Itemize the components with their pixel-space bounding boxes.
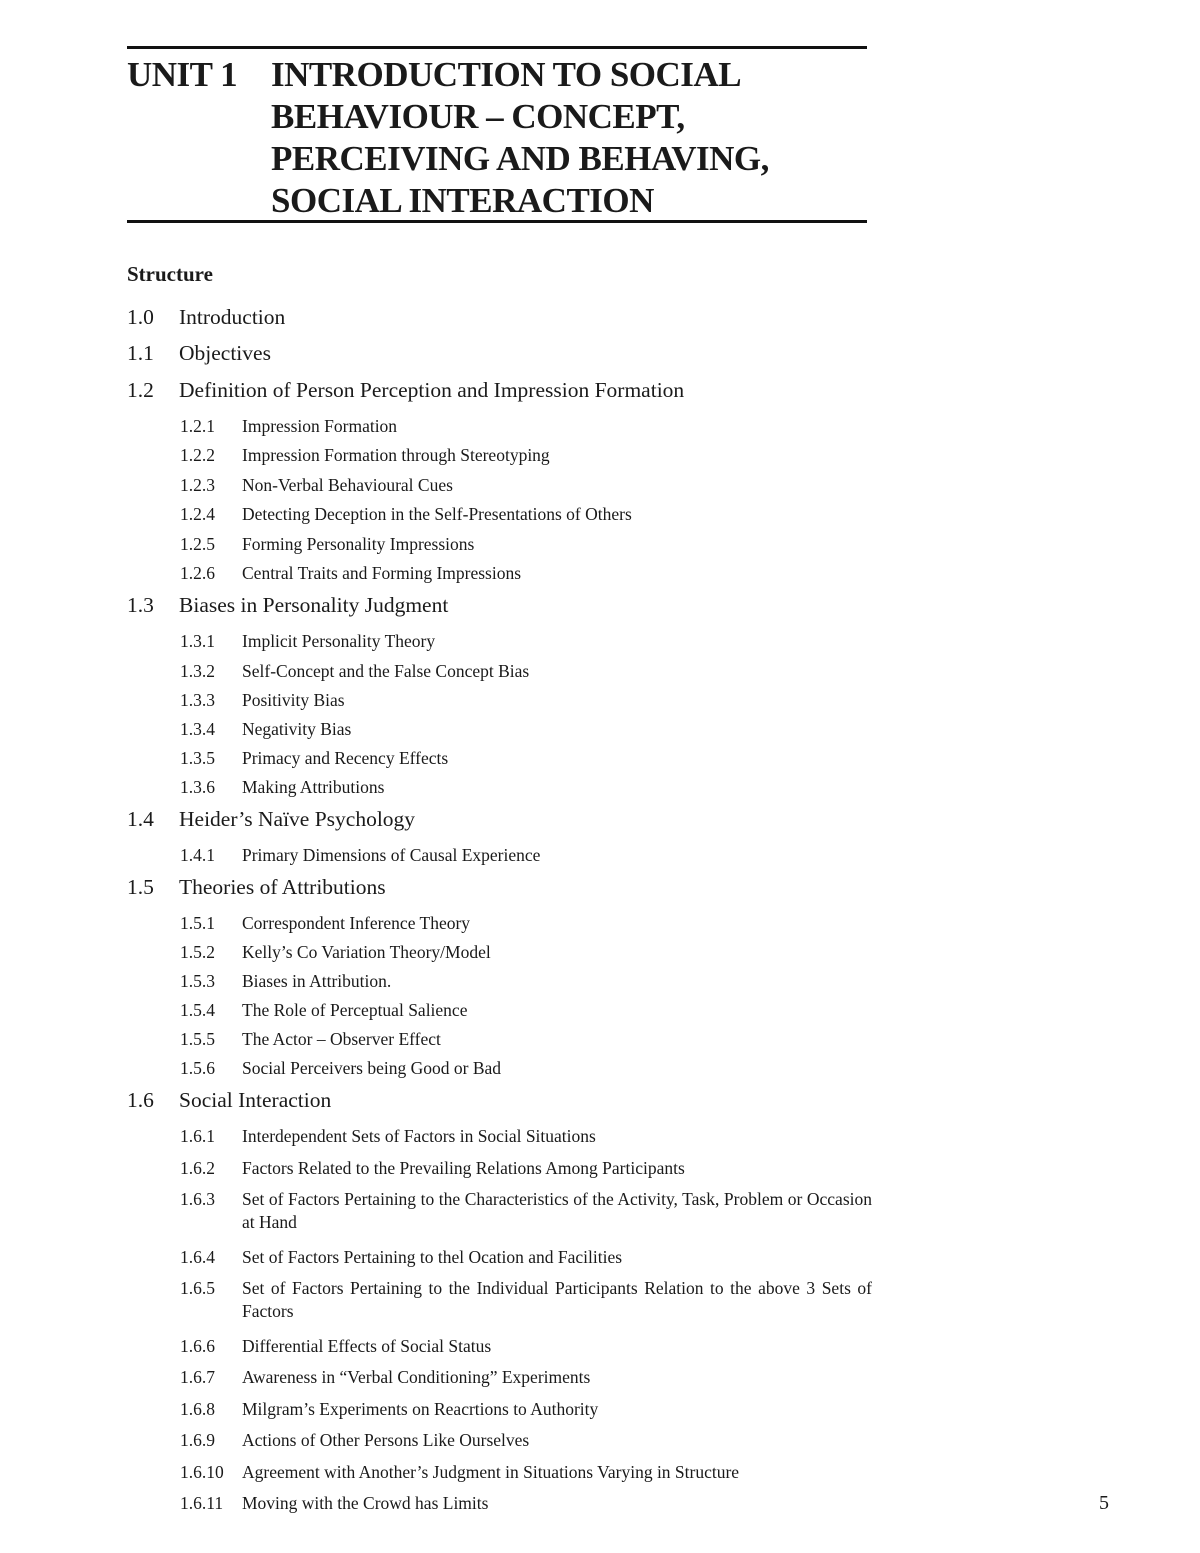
toc-subsection: [127, 1028, 872, 1057]
toc-subsection: [127, 776, 872, 805]
toc-subsection-title: The Actor – Observer Effect: [242, 1029, 441, 1050]
toc-subsection-number: 1.4.1: [180, 845, 215, 866]
toc-subsection: [127, 562, 872, 591]
toc-subsection-title: Set of Factors Pertaining to thel Ocation and Facilities: [242, 1246, 623, 1267]
toc-subsection: [127, 1335, 872, 1367]
unit-title: [271, 54, 871, 222]
toc-subsection: [127, 1398, 872, 1430]
toc-subsection: [127, 444, 872, 473]
toc-subsection: [127, 1057, 872, 1086]
toc-subsection-number: 1.6.8: [180, 1398, 215, 1419]
toc-subsection-title: Correspondent Inference Theory: [242, 913, 471, 934]
toc-subsection-title: Central Traits and Forming Impressions: [242, 562, 522, 583]
toc-subsection-title: Primacy and Recency Effects: [242, 748, 449, 769]
toc-subsection-title: Primary Dimensions of Causal Experience: [242, 845, 541, 866]
toc-subsection-title: Factors Related to the Prevailing Relations Among Participants: [242, 1157, 685, 1178]
toc-subsection-title: Social Perceivers being Good or Bad: [242, 1058, 502, 1079]
toc-section-number: 1.4: [127, 807, 154, 832]
toc-section-number: 1.0: [127, 305, 154, 329]
toc-subsection: [127, 999, 872, 1028]
toc-section: [127, 593, 872, 630]
toc-subsection-title: Impression Formation through Stereotyping: [242, 445, 550, 466]
table-of-contents: [127, 305, 872, 1526]
toc-section-title: Heider’s Naïve Psychology: [179, 807, 416, 832]
toc-subsection-number: 1.5.3: [180, 971, 215, 992]
toc-section: [127, 305, 872, 341]
toc-section: [127, 378, 872, 415]
toc-subsection: [127, 1246, 872, 1278]
toc-subsection: [127, 1157, 872, 1189]
toc-subsection-number: 1.3.2: [180, 660, 215, 681]
toc-subsection: [127, 689, 872, 718]
toc-subsection-number: 1.6.11: [180, 1493, 224, 1514]
toc-subsection-number: 1.3.6: [180, 777, 215, 798]
toc-subsection-number: 1.5.5: [180, 1029, 215, 1050]
toc-subsection: [127, 503, 872, 532]
page-number: 5: [1099, 1492, 1109, 1514]
toc-section-number: 1.5: [127, 875, 154, 900]
toc-subsection-number: 1.6.10: [180, 1461, 224, 1482]
toc-subsection-number: 1.2.4: [180, 504, 215, 525]
toc-subsection-number: 1.3.5: [180, 748, 215, 769]
toc-subsection: [127, 1366, 872, 1398]
toc-subsection-title: Positivity Bias: [242, 689, 345, 710]
toc-section: [127, 1088, 872, 1125]
toc-subsection-number: 1.2.3: [180, 474, 215, 495]
toc-subsection-number: 1.6.4: [180, 1246, 215, 1267]
toc-subsection-number: 1.5.4: [180, 1000, 215, 1021]
toc-subsection-title: Biases in Attribution.: [242, 971, 392, 992]
toc-subsection: [127, 844, 872, 873]
toc-subsection-number: 1.6.6: [180, 1335, 215, 1356]
toc-subsection-number: 1.5.6: [180, 1058, 215, 1079]
toc-subsection-title: Set of Factors Pertaining to the Individual Participants Relation to the above 3 Sets of Factors: [242, 1278, 872, 1322]
toc-subsection-title: Self-Concept and the False Concept Bias: [242, 660, 530, 681]
toc-subsection-number: 1.2.6: [180, 562, 215, 583]
toc-subsection-number: 1.5.1: [180, 913, 215, 934]
toc-section-title: Biases in Personality Judgment: [179, 593, 449, 618]
toc-subsection-number: 1.6.5: [180, 1278, 215, 1299]
unit-title-line: PERCEIVING AND BEHAVING,: [271, 139, 769, 178]
unit-label: UNIT 1: [127, 55, 238, 94]
toc-section: [127, 807, 872, 844]
toc-subsection: [127, 941, 872, 970]
toc-subsection-title: Differential Effects of Social Status: [242, 1335, 492, 1356]
toc-subsection-number: 1.3.4: [180, 718, 215, 739]
toc-subsection-number: 1.6.3: [180, 1189, 215, 1210]
toc-subsection-title: Milgram’s Experiments on Reacrtions to Authority: [242, 1398, 599, 1419]
toc-section-number: 1.3: [127, 593, 154, 618]
toc-subsection: [127, 1461, 872, 1493]
toc-subsection-title: Forming Personality Impressions: [242, 533, 475, 554]
toc-subsection-title: The Role of Perceptual Salience: [242, 1000, 468, 1021]
toc-subsection-number: 1.6.9: [180, 1430, 215, 1451]
toc-subsection-title: Negativity Bias: [242, 718, 352, 739]
title-bottom-rule: [127, 220, 867, 223]
unit-title-line: BEHAVIOUR – CONCEPT,: [271, 97, 685, 136]
toc-subsection-number: 1.5.2: [180, 942, 215, 963]
toc-subsection-title: Non-Verbal Behavioural Cues: [242, 474, 453, 495]
unit-title-line: INTRODUCTION TO SOCIAL: [271, 55, 742, 94]
toc-subsection-number: 1.3.3: [180, 689, 215, 710]
toc-section-number: 1.2: [127, 378, 154, 402]
toc-section-number: 1.6: [127, 1088, 154, 1113]
toc-section-title: Social Interaction: [179, 1088, 332, 1113]
toc-subsection-title: Detecting Deception in the Self-Presentations of Others: [242, 504, 632, 525]
toc-subsection-number: 1.6.7: [180, 1367, 215, 1388]
toc-subsection-title: Interdependent Sets of Factors in Social Situations: [242, 1126, 596, 1147]
toc-section-title: Objectives: [179, 341, 271, 365]
toc-subsection-title: Set of Factors Pertaining to the Characteristics of the Activity, Task, Problem or Occasion at Hand: [242, 1189, 872, 1233]
toc-subsection-title: Impression Formation: [242, 416, 398, 436]
toc-subsection-number: 1.2.2: [180, 445, 215, 466]
toc-subsection-title: Moving with the Crowd has Limits: [242, 1493, 489, 1514]
toc-section: [127, 875, 872, 912]
toc-subsection: [127, 718, 872, 747]
toc-subsection: [127, 970, 872, 999]
toc-subsection-title: Making Attributions: [242, 777, 385, 798]
toc-section-number: 1.1: [127, 341, 154, 365]
toc-subsection: [127, 630, 872, 659]
toc-section-title: Theories of Attributions: [179, 875, 386, 900]
toc-subsection-title: Actions of Other Persons Like Ourselves: [242, 1430, 530, 1451]
toc-section-title: Definition of Person Perception and Impression Formation: [179, 378, 685, 402]
toc-subsection: [127, 912, 872, 941]
toc-subsection: [127, 533, 872, 562]
toc-section-title: Introduction: [179, 305, 286, 329]
toc-subsection-number: 1.6.1: [180, 1126, 215, 1147]
toc-subsection-number: 1.2.1: [180, 416, 215, 436]
toc-subsection: [127, 1188, 872, 1234]
toc-subsection: [127, 1429, 872, 1461]
toc-subsection-number: 1.6.2: [180, 1157, 215, 1178]
toc-subsection: [127, 660, 872, 689]
toc-subsection-number: 1.2.5: [180, 533, 215, 554]
toc-subsection-title: Agreement with Another’s Judgment in Situations Varying in Structure: [242, 1461, 740, 1482]
toc-subsection: [127, 747, 872, 776]
toc-subsection: [127, 415, 872, 444]
toc-subsection-number: 1.3.1: [180, 631, 215, 652]
unit-title-line: SOCIAL INTERACTION: [271, 181, 654, 220]
toc-section: [127, 341, 872, 378]
toc-subsection-title: Awareness in “Verbal Conditioning” Experiments: [242, 1367, 591, 1388]
title-top-rule: [127, 46, 867, 49]
toc-subsection: [127, 1277, 872, 1323]
toc-subsection: [127, 1492, 872, 1524]
toc-subsection-title: Implicit Personality Theory: [242, 631, 436, 652]
toc-subsection-title: Kelly’s Co Variation Theory/Model: [242, 942, 491, 963]
toc-subsection: [127, 474, 872, 503]
structure-heading: Structure: [127, 262, 213, 286]
toc-subsection: [127, 1125, 872, 1157]
